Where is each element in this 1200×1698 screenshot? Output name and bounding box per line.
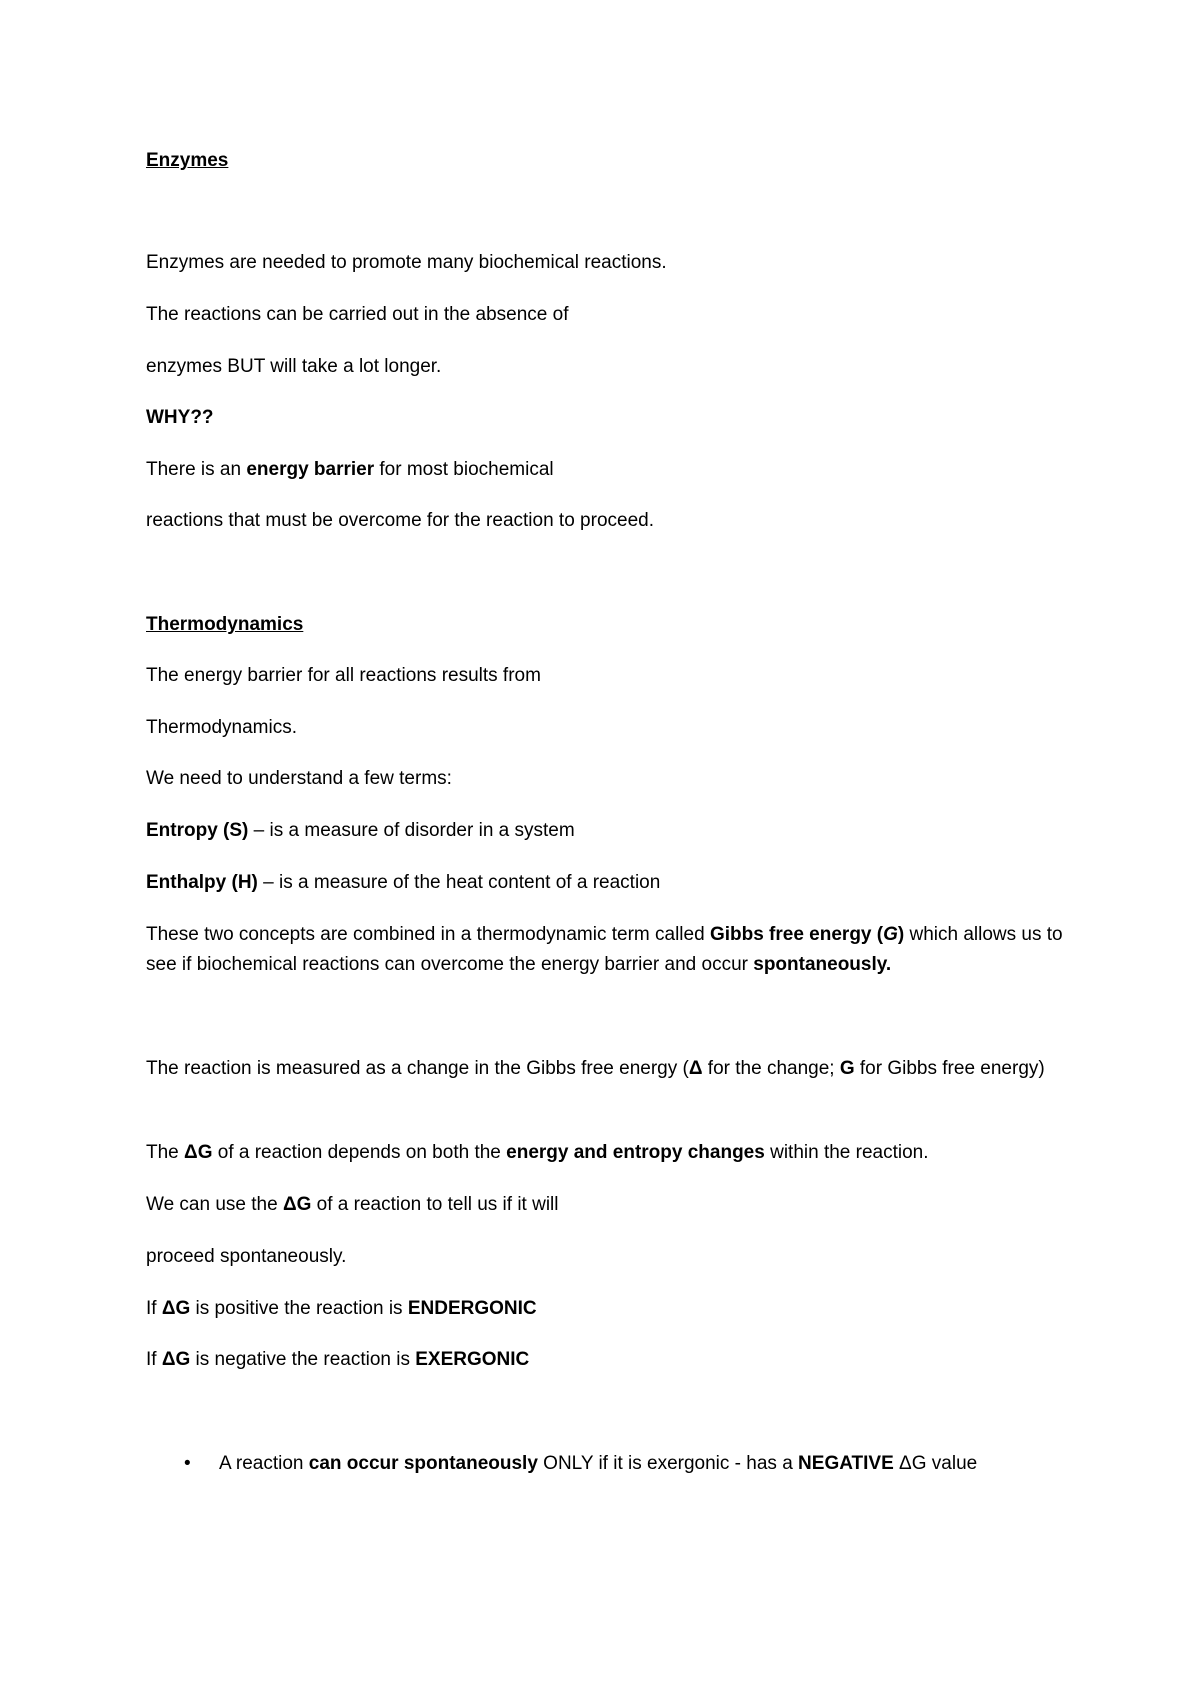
why-text: WHY?? [146,407,214,428]
text-span: for Gibbs free energy) [854,1058,1045,1079]
bold-span: Δ [688,1058,703,1079]
entropy-term: Entropy (S) [146,820,249,841]
enthalpy-definition: – is a measure of the heat content of a reaction [257,872,661,893]
text-span: is negative the reaction is [190,1349,416,1370]
bold-span: EXERGONIC [415,1349,530,1370]
text-span: of a reaction to tell us if it will [311,1194,559,1215]
bold-span: ΔG [184,1142,213,1163]
para-entropy [146,816,575,846]
para-enthalpy [146,868,660,898]
text-span: The [146,1142,185,1163]
bullet-item-spontaneous [219,1449,977,1479]
bold-span: ENDERGONIC [407,1298,537,1319]
para-reactions-absence: The reactions can be carried out in the absence of [146,304,569,325]
text-span: If [146,1349,162,1370]
para-gibbs [146,920,1066,980]
para-proceed-spontaneously: proceed spontaneously. [146,1246,347,1267]
bold-span: ΔG [282,1194,312,1215]
bold-span: energy barrier [246,459,375,480]
para-exergonic [146,1345,529,1375]
entropy-definition: – is a measure of disorder in a system [248,820,575,841]
text-span: which allows us to see if biochemical reactions can overcome the energy barrier and occur [146,924,1063,975]
text-span: is positive the reaction is [190,1298,408,1319]
text-span: for the change; [702,1058,840,1079]
text-span: There is an [146,459,247,480]
para-enzymes-but: enzymes BUT will take a lot longer. [146,356,442,377]
heading-thermodynamics [146,610,303,640]
bold-span: ) [897,924,905,945]
para-energy-barrier-results: The energy barrier for all reactions results from [146,665,541,686]
bullet-icon: • [184,1453,191,1474]
bold-span: G [839,1058,855,1079]
enthalpy-term: Enthalpy (H) [146,872,258,893]
bold-span: Gibbs free energy ( [709,924,884,945]
para-why [146,403,214,433]
para-delta-g-depends [146,1138,929,1168]
bold-span: ΔG [161,1298,191,1319]
para-enzymes-needed: Enzymes are needed to promote many biochemical reactions. [146,252,667,273]
text-span: ΔG value [893,1453,978,1474]
para-endergonic [146,1294,537,1324]
text-span: These two concepts are combined in a thermodynamic term called [146,924,710,945]
text-span: for most biochemical [374,459,554,480]
bold-span: NEGATIVE [798,1453,894,1474]
para-energy-barrier [146,455,554,485]
para-reactions-overcome: reactions that must be overcome for the reaction to proceed. [146,510,654,531]
italic-span: G [883,924,898,945]
heading-enzymes-text: Enzymes [146,150,229,171]
text-span: A reaction [219,1453,309,1474]
text-span: ONLY if it is exergonic - has a [537,1453,799,1474]
bold-span: ΔG [161,1349,191,1370]
text-span: of a reaction depends on both the [212,1142,507,1163]
bold-span: spontaneously. [753,954,892,975]
para-thermodynamics: Thermodynamics. [146,717,297,738]
para-gibbs-change [146,1054,1066,1084]
bold-span: energy and entropy changes [506,1142,765,1163]
para-understand-terms: We need to understand a few terms: [146,768,452,789]
text-span: within the reaction. [764,1142,929,1163]
para-use-delta-g [146,1190,559,1220]
heading-enzymes [146,146,228,176]
text-span: The reaction is measured as a change in the Gibbs free energy ( [146,1058,689,1079]
bold-span: can occur spontaneously [308,1453,538,1474]
text-span: We can use the [146,1194,283,1215]
text-span: If [146,1298,162,1319]
heading-thermodynamics-text: Thermodynamics [146,614,304,635]
